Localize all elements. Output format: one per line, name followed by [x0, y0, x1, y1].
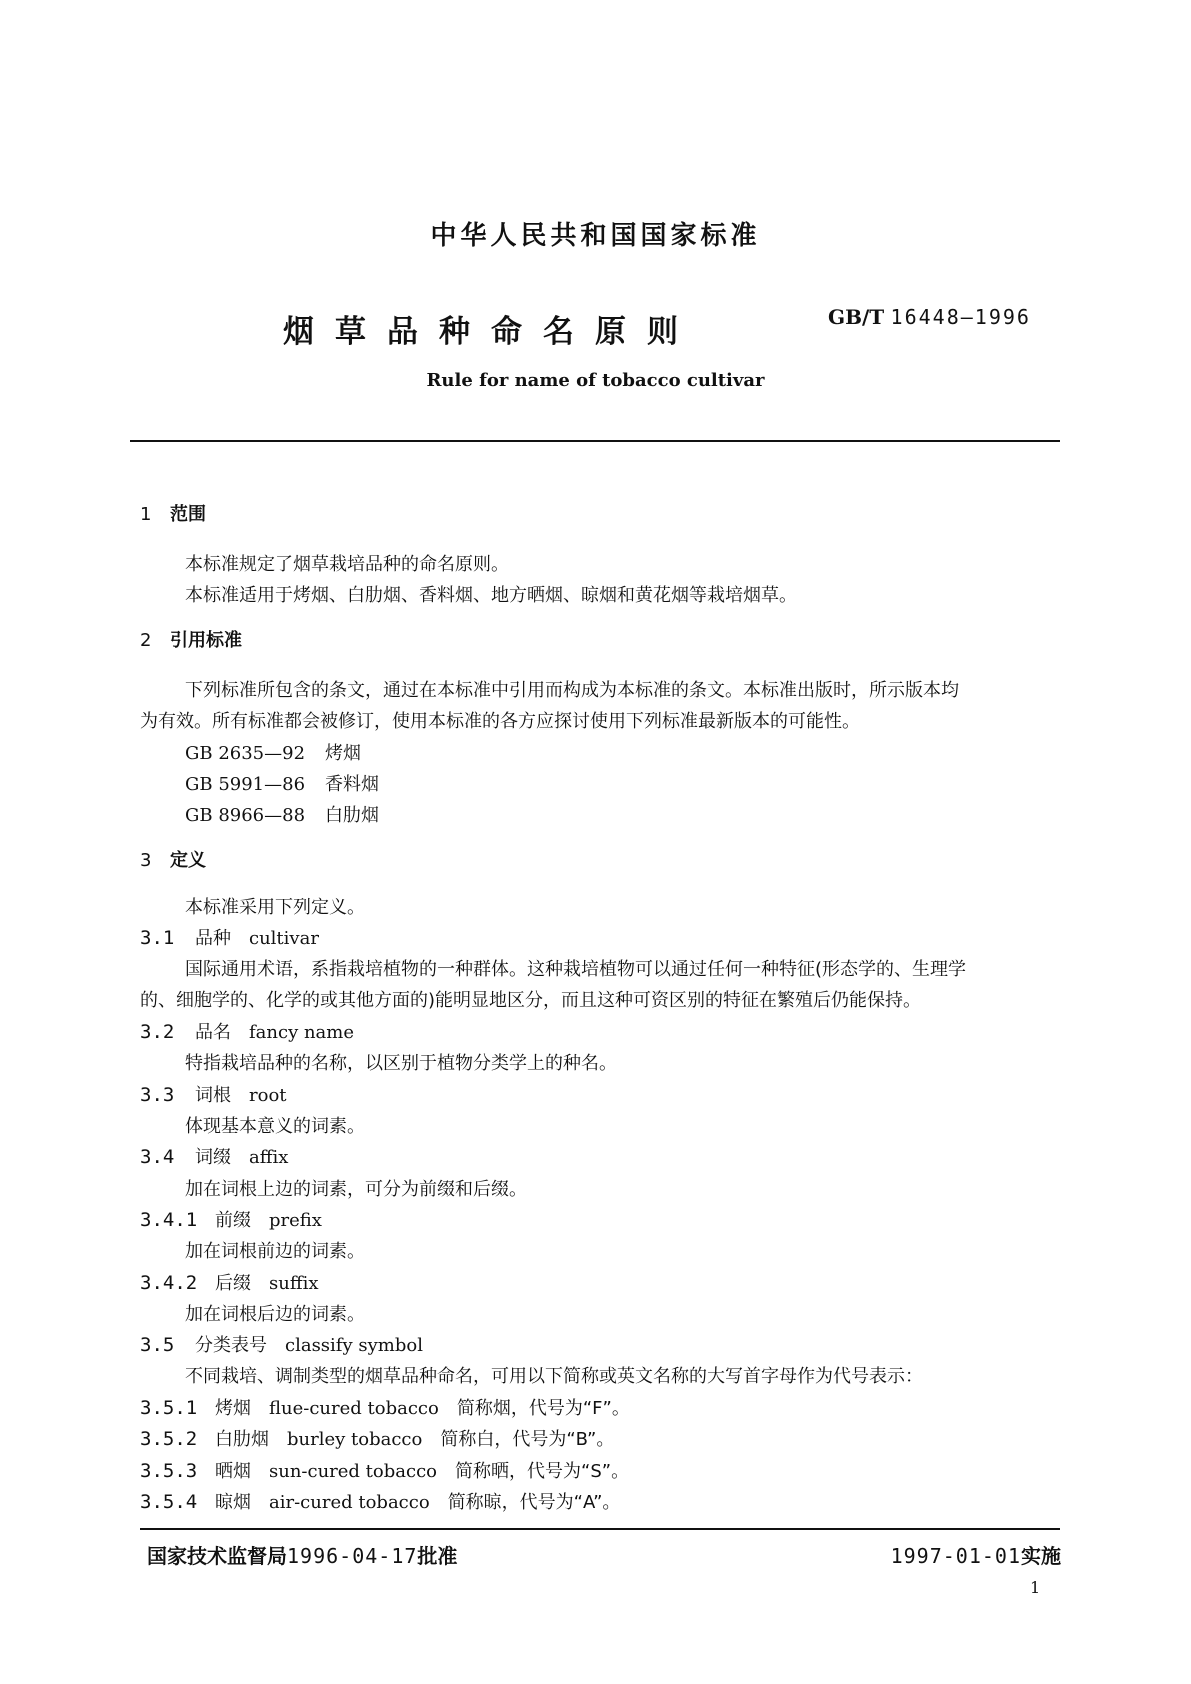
- section-3-title: [140, 846, 206, 872]
- term-english: classify symbol: [285, 1335, 423, 1356]
- reference-name: 白肋烟: [325, 805, 379, 826]
- definition-3-4-2: [140, 1269, 319, 1295]
- definition-3-4-text: 加在词根上边的词素，可分为前缀和后缀。: [185, 1179, 527, 1200]
- term-english: burley tobacco: [287, 1429, 423, 1450]
- effective-label: 实施: [1021, 1544, 1061, 1568]
- page-number: 1: [1030, 1578, 1041, 1597]
- section-number: 1: [140, 504, 152, 525]
- abbreviation-note: 简称烟，代号为“F”。: [456, 1398, 630, 1419]
- standard-prefix: GB/T: [828, 305, 885, 329]
- section-2-para-2: 为有效。所有标准都会被修订，使用本标准的各方应探讨使用下列标准最新版本的可能性。: [140, 711, 860, 732]
- clause-number: 3.1: [140, 927, 175, 949]
- term-english: flue-cured tobacco: [269, 1398, 439, 1419]
- term: 烤烟: [215, 1398, 251, 1419]
- reference-code: GB 2635—92: [185, 743, 306, 764]
- definition-3-1: [140, 924, 319, 950]
- clause-number: 3.5: [140, 1334, 175, 1356]
- section-3-intro: 本标准采用下列定义。: [185, 897, 365, 918]
- term-english: prefix: [269, 1210, 322, 1231]
- definition-3-2-text: 特指栽培品种的名称，以区别于植物分类学上的种名。: [185, 1053, 617, 1074]
- abbreviation-note: 简称晾，代号为“A”。: [447, 1492, 621, 1513]
- national-standard-heading: 中华人民共和国国家标准: [430, 221, 761, 251]
- section-1-para-1: 本标准规定了烟草栽培品种的命名原则。: [185, 554, 509, 575]
- section-number: 3: [140, 850, 152, 871]
- reference-item: [185, 739, 361, 765]
- reference-item: [185, 770, 379, 796]
- reference-code: GB 5991—86: [185, 774, 306, 795]
- clause-number: 3.4.2: [140, 1272, 198, 1294]
- clause-number: 3.4.1: [140, 1209, 198, 1231]
- term: 词缀: [195, 1147, 231, 1168]
- section-1-para-2: 本标准适用于烤烟、白肋烟、香料烟、地方晒烟、晾烟和黄花烟等栽培烟草。: [185, 585, 797, 606]
- term-english: cultivar: [249, 928, 319, 949]
- clause-number: 3.5.4: [140, 1491, 198, 1513]
- definition-3-5-2: [140, 1425, 614, 1451]
- definition-3-5-3: [140, 1457, 629, 1483]
- approval-label: 批准: [417, 1544, 458, 1568]
- clause-number: 3.2: [140, 1021, 175, 1043]
- section-2-title: [140, 626, 242, 652]
- definition-3-5-text: 不同栽培、调制类型的烟草品种命名，可用以下简称或英文名称的大写首字母作为代号表示：: [185, 1366, 923, 1387]
- reference-item: [185, 801, 379, 827]
- section-heading: 引用标准: [170, 630, 242, 651]
- reference-name: 香料烟: [325, 774, 379, 795]
- section-1-title: [140, 500, 206, 526]
- term-english: suffix: [269, 1273, 319, 1294]
- clause-number: 3.5.1: [140, 1397, 198, 1419]
- abbreviation-note: 简称白，代号为“B”。: [440, 1429, 615, 1450]
- term: 晒烟: [215, 1461, 251, 1482]
- definition-3-5-4: [140, 1488, 620, 1514]
- standard-code: 16448—1996: [890, 305, 1031, 329]
- approval-date: 1996-04-17: [287, 1544, 418, 1568]
- section-heading: 定义: [170, 850, 206, 871]
- term: 分类表号: [195, 1335, 267, 1356]
- term: 白肋烟: [215, 1429, 269, 1450]
- clause-number: 3.4: [140, 1146, 175, 1168]
- approval-line: [147, 1540, 457, 1569]
- section-heading: 范围: [170, 504, 206, 525]
- term: 前缀: [215, 1210, 251, 1231]
- header-rule: [130, 440, 1060, 442]
- clause-number: 3.5.3: [140, 1460, 198, 1482]
- section-2-para-1: 下列标准所包含的条文，通过在本标准中引用而构成为本标准的条文。本标准出版时，所示版本均: [185, 680, 959, 701]
- term: 晾烟: [215, 1492, 251, 1513]
- footer-rule: [140, 1528, 1060, 1530]
- effective-line: [891, 1540, 1061, 1569]
- definition-3-5-1: [140, 1394, 630, 1420]
- english-title: Rule for name of tobacco cultivar: [426, 370, 765, 391]
- definition-3-1-text-2: 的、细胞学的、化学的或其他方面的)能明显地区分，而且这种可资区别的特征在繁殖后仍能保持。: [140, 990, 922, 1011]
- definition-3-4-1: [140, 1206, 322, 1232]
- term-english: air-cured tobacco: [269, 1492, 430, 1513]
- term-english: root: [249, 1085, 287, 1106]
- clause-number: 3.3: [140, 1084, 175, 1106]
- reference-name: 烤烟: [325, 743, 361, 764]
- definition-3-3-text: 体现基本意义的词素。: [185, 1116, 365, 1137]
- term: 品种: [195, 928, 231, 949]
- term-english: sun-cured tobacco: [269, 1461, 438, 1482]
- definition-3-4-2-text: 加在词根后边的词素。: [185, 1304, 365, 1325]
- approving-organization: 国家技术监督局: [147, 1544, 287, 1568]
- reference-code: GB 8966—88: [185, 805, 306, 826]
- definition-3-3: [140, 1081, 287, 1107]
- definition-3-2: [140, 1018, 354, 1044]
- effective-date: 1997-01-01: [890, 1544, 1021, 1568]
- term-english: affix: [249, 1147, 289, 1168]
- standard-number: [828, 305, 1031, 329]
- document-title: 烟草品种命名原则: [283, 314, 699, 350]
- abbreviation-note: 简称晒，代号为“S”。: [455, 1461, 630, 1482]
- term-english: fancy name: [249, 1022, 355, 1043]
- section-number: 2: [140, 630, 152, 651]
- definition-3-4-1-text: 加在词根前边的词素。: [185, 1241, 365, 1262]
- definition-3-1-text-1: 国际通用术语，系指栽培植物的一种群体。这种栽培植物可以通过任何一种特征(形态学的、生理学: [185, 959, 967, 980]
- term: 品名: [195, 1022, 231, 1043]
- definition-3-5: [140, 1331, 423, 1357]
- term: 后缀: [215, 1273, 251, 1294]
- clause-number: 3.5.2: [140, 1428, 198, 1450]
- term: 词根: [195, 1085, 231, 1106]
- definition-3-4: [140, 1143, 288, 1169]
